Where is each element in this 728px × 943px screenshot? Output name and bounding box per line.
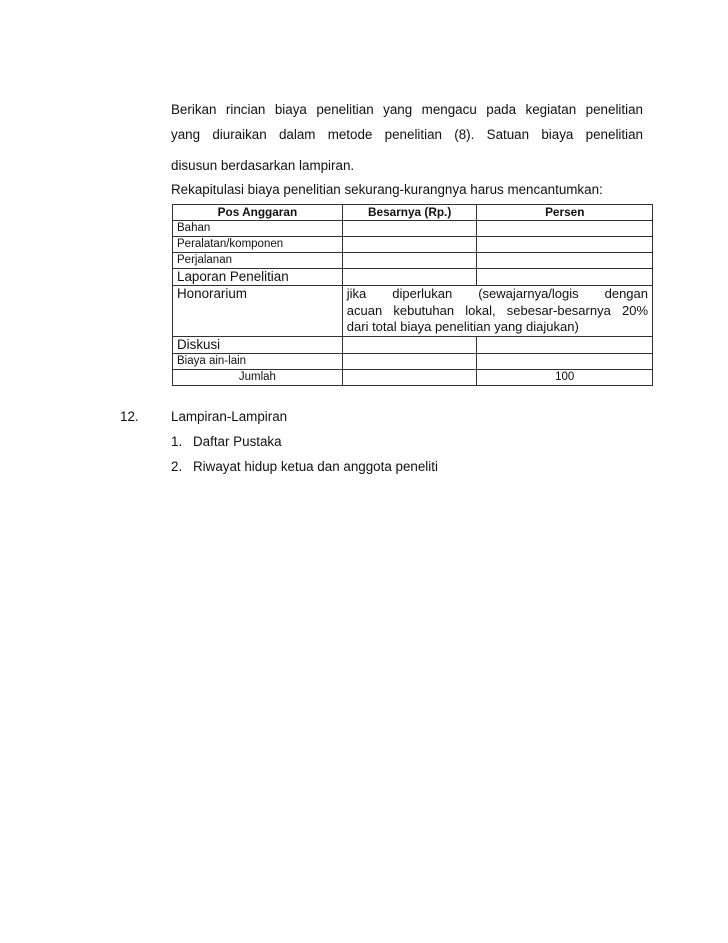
row-percent-bahan [477, 221, 653, 237]
honorarium-note-line-1: jika diperlukan (sewajarnya/logis dengan [346, 286, 648, 301]
header-persen: Persen [477, 205, 653, 221]
row-label-perjalanan: Perjalanan [173, 253, 343, 269]
row-value-peralatan [342, 237, 477, 253]
recap-line: Rekapitulasi biaya penelitian sekurang-kurangnya harus mencantumkan: [171, 182, 603, 197]
list-item-number: 1. [171, 434, 183, 449]
row-label-peralatan: Peralatan/komponen [173, 237, 343, 253]
row-label-honorarium: Honorarium [173, 286, 343, 337]
row-percent-diskusi [477, 336, 653, 353]
row-percent-biaya-lain [477, 353, 653, 369]
intro-line-2: yang diuraikan dalam metode penelitian (8). Satuan biaya penelitian [171, 126, 643, 142]
budget-table [172, 204, 653, 386]
intro-line-1: Berikan rincian biaya penelitian yang mengacu pada kegiatan penelitian [171, 102, 643, 117]
honorarium-note-line-2: acuan kebutuhan lokal, sebesar-besarnya 20% [346, 302, 648, 318]
intro-line-3: disusun berdasarkan lampiran. [171, 158, 355, 173]
table-header-row [173, 205, 653, 221]
row-value-laporan [342, 269, 477, 286]
list-item [171, 434, 282, 449]
row-value-biaya-lain [342, 353, 477, 369]
row-label-biaya-lain: Biaya ain-lain [173, 353, 343, 369]
honorarium-note [342, 286, 652, 337]
row-label-laporan: Laporan Penelitian [173, 269, 343, 286]
header-pos-anggaran: Pos Anggaran [173, 205, 343, 221]
row-value-diskusi [342, 336, 477, 353]
section-title: Lampiran-Lampiran [171, 409, 288, 424]
table-row [173, 221, 653, 237]
table-row [173, 237, 653, 253]
header-besarnya: Besarnya (Rp.) [342, 205, 477, 221]
table-row [173, 336, 653, 353]
row-value-jumlah [342, 369, 477, 385]
table-row [173, 353, 653, 369]
row-value-bahan [342, 221, 477, 237]
list-item-number: 2. [171, 459, 183, 474]
row-percent-laporan [477, 269, 653, 286]
section-number: 12. [120, 409, 139, 424]
table-row [173, 269, 653, 286]
honorarium-note-line-3: dari total biaya penelitian yang diajukan) [346, 319, 579, 334]
intro-paragraph [171, 98, 643, 147]
list-item [171, 459, 438, 474]
table-row [173, 253, 653, 269]
row-percent-perjalanan [477, 253, 653, 269]
row-percent-jumlah: 100 [477, 369, 653, 385]
list-item-text: Daftar Pustaka [193, 434, 282, 449]
row-percent-peralatan [477, 237, 653, 253]
row-label-jumlah: Jumlah [173, 369, 343, 385]
table-row [173, 286, 653, 337]
row-label-diskusi: Diskusi [173, 336, 343, 353]
row-value-perjalanan [342, 253, 477, 269]
table-total-row [173, 369, 653, 385]
list-item-text: Riwayat hidup ketua dan anggota peneliti [193, 459, 438, 474]
row-label-bahan: Bahan [173, 221, 343, 237]
